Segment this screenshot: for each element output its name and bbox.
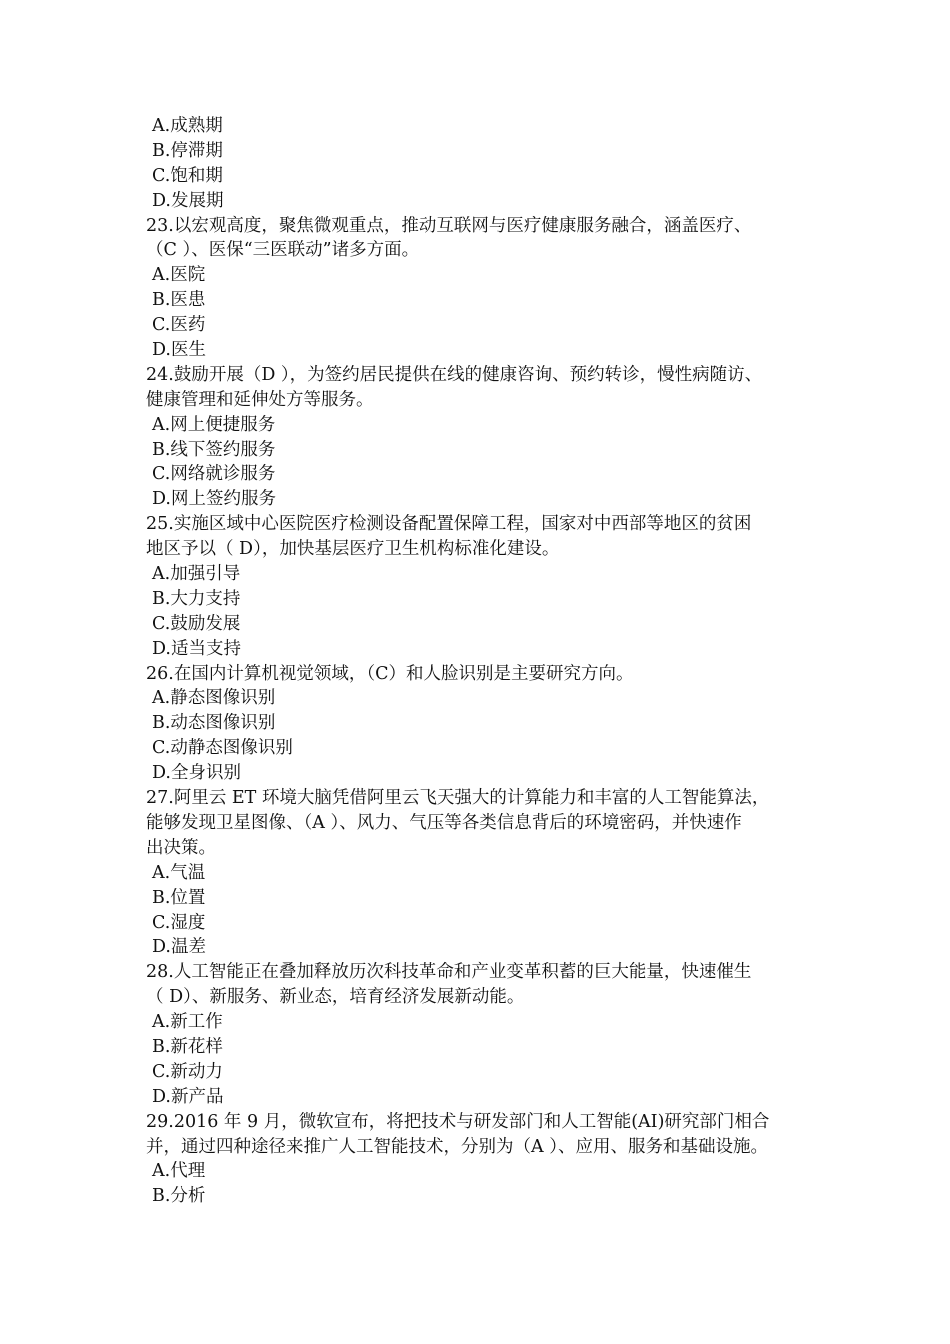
answer-option: B.新花样: [152, 1036, 223, 1057]
answer-option: D.新产品: [152, 1086, 224, 1107]
question-text: （C ）、医保“三医联动”诸多方面。: [146, 240, 420, 261]
question-text: （ D）、新服务、新业态，培育经济发展新动能。: [146, 987, 525, 1008]
answer-option: B.位置: [152, 887, 206, 908]
answer-option: D.发展期: [152, 190, 224, 211]
answer-option: B.大力支持: [152, 588, 241, 609]
answer-option: B.线下签约服务: [152, 439, 276, 460]
answer-option: C.动静态图像识别: [152, 738, 293, 759]
answer-option: C.饱和期: [152, 165, 223, 186]
answer-option: A.加强引导: [152, 564, 241, 585]
question-text: 地区予以（ D），加快基层医疗卫生机构标准化建设。: [146, 539, 560, 560]
question-text: 健康管理和延伸处方等服务。: [146, 389, 374, 410]
answer-option: D.全身识别: [152, 763, 241, 784]
answer-option: C.新动力: [152, 1061, 223, 1082]
question-text: 24.鼓励开展（D ），为签约居民提供在线的健康咨询、预约转诊，慢性病随访、: [146, 364, 763, 385]
answer-option: C.鼓励发展: [152, 613, 241, 634]
answer-option: D.适当支持: [152, 638, 241, 659]
question-text: 27.阿里云 ET 环境大脑凭借阿里云飞天强大的计算能力和丰富的人工智能算法，: [146, 788, 770, 809]
question-text: 29.2016 年 9 月，微软宣布，将把技术与研发部门和人工智能(AI)研究部门相合: [146, 1111, 770, 1132]
question-text: 并，通过四种途径来推广人工智能技术，分别为（A ）、应用、服务和基础设施。: [146, 1136, 768, 1157]
document-page: [146, 114, 814, 1209]
answer-option: A.成熟期: [152, 116, 223, 136]
answer-option: C.网络就诊服务: [152, 464, 276, 485]
answer-option: B.分析: [152, 1186, 206, 1207]
answer-option: D.医生: [152, 340, 206, 361]
question-text: 25.实施区域中心医院医疗检测设备配置保障工程，国家对中西部等地区的贫困: [146, 514, 752, 535]
answer-option: D.网上签约服务: [152, 489, 276, 510]
question-text: 23.以宏观高度，聚焦微观重点，推动互联网与医疗健康服务融合，涵盖医疗、: [146, 215, 752, 236]
question-text: 28.人工智能正在叠加释放历次科技革命和产业变革积蓄的巨大能量，快速催生: [146, 962, 752, 983]
answer-option: A.网上便捷服务: [152, 414, 276, 435]
answer-option: D.温差: [152, 937, 206, 958]
answer-option: A.新工作: [152, 1012, 223, 1033]
answer-option: A.代理: [152, 1161, 206, 1182]
answer-option: B.停滞期: [152, 140, 223, 161]
answer-option: B.医患: [152, 290, 206, 311]
question-text: 能够发现卫星图像、（A ）、风力、气压等各类信息背后的环境密码，并快速作: [146, 812, 742, 833]
answer-option: A.气温: [152, 862, 206, 883]
answer-option: A.静态图像识别: [152, 688, 276, 709]
question-text: 26.在国内计算机视觉领域，（C）和人脸识别是主要研究方向。: [146, 663, 634, 684]
answer-option: A.医院: [152, 265, 206, 286]
answer-option: C.湿度: [152, 912, 206, 933]
answer-option: B.动态图像识别: [152, 713, 276, 734]
question-text: 出决策。: [146, 837, 216, 858]
answer-option: C.医药: [152, 315, 206, 336]
